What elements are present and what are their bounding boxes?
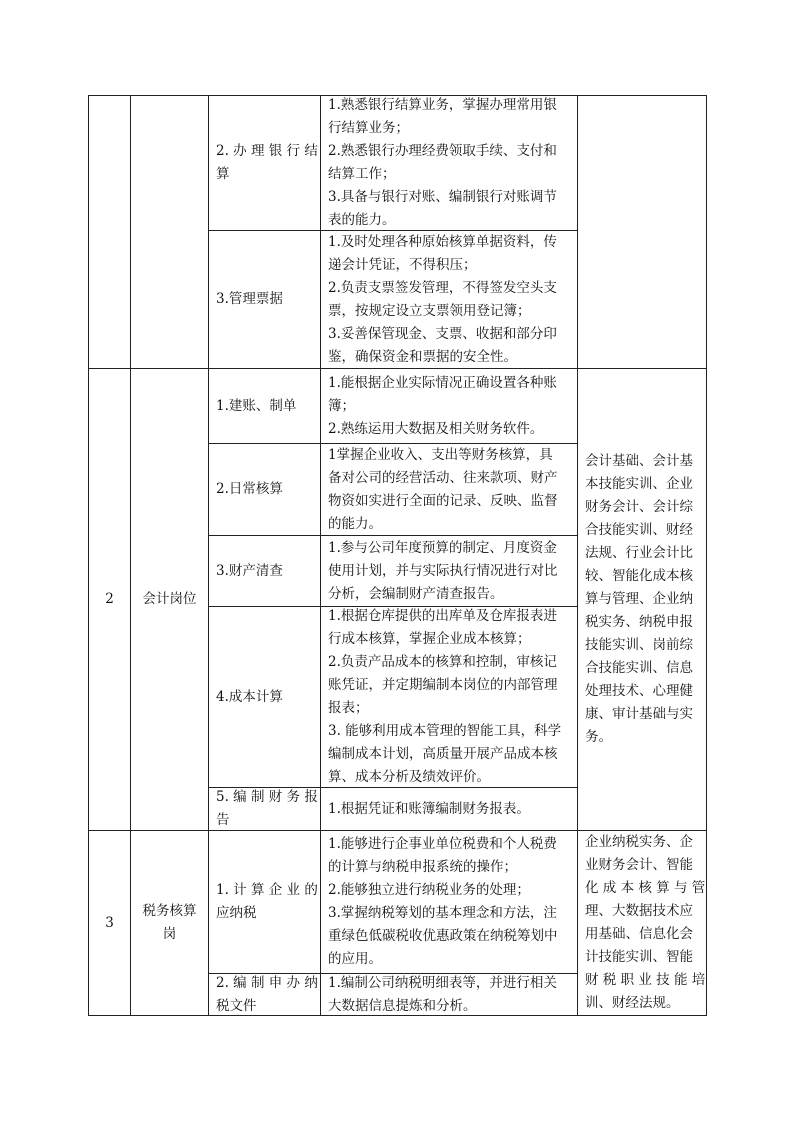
cell-text-line: 结算工作； [328,166,396,182]
cell-text-line: 鉴，确保资金和票据的安全性。 [328,348,517,365]
cell-text-line: 3.妥善保管现金、支票、收据和部分印 [328,325,557,342]
cell-text-line: 3.财产清查 [216,562,283,579]
task-cell [208,230,321,369]
requirements-cell [320,95,578,231]
post-cell [130,368,209,831]
cell-text-line: 务。 [585,729,612,745]
cell-text-line: 物资如实进行全面的记录、反映、监督 [328,492,558,509]
cell-text-line: 应纳税 [216,905,257,921]
cell-text-line: 1.能够进行企事业单位税费和个人税费 [328,836,557,852]
cell-text-line: 告 [216,812,230,828]
cell-text-line: 1.编制公司纳税明细表等，并进行相关 [328,974,557,991]
cell-text-line: 递会计凭证，不得积压； [328,256,477,273]
cell-text-line: 表的能力。 [328,212,396,228]
row-number-cell [88,368,131,831]
cell-text-line: 1掌握企业收入、支出等财务核算，具 [328,446,553,463]
cell-text-line: 训、财经法规。 [585,995,680,1011]
cell-text-line: 理、大数据技术应 [585,903,693,919]
cell-text-line: 财 税 职 业 技 能 培 [585,972,706,988]
post-cell [130,830,209,1016]
cell-text-line: 1.参与公司年度预算的制定、月度资金 [328,539,557,556]
requirements-cell [320,787,578,831]
task-cell [208,95,321,231]
courses-cell [577,830,707,1016]
cell-text-line: 簿； [328,397,355,414]
cell-text-line: 2.熟悉银行办理经费领取手续、支付和 [328,143,557,159]
cell-text-line: 康、审计基础与实 [585,706,693,722]
cell-text-line: 岗 [162,926,177,942]
cell-text-line: 处理技术、心理健 [585,683,693,699]
cell-text-line: 1.根据仓库提供的出库单及仓库报表进 [328,608,557,624]
cell-text-line: 1.根据凭证和账簿编制财务报表。 [328,800,530,817]
cell-text-line: 税实务、纳税申报 [585,614,693,630]
cell-text-line: 1. 计 算 企 业 的 [216,882,318,898]
cell-text-line: 1.建账、制单 [216,397,297,414]
cell-text-line: 合技能实训、信息 [585,660,693,676]
cell-text-line: 账凭证，并定期编制本岗位的内部管理 [328,677,558,693]
cell-text-line: 算、成本分析及绩效评价。 [328,769,490,785]
cell-text-line: 法规、行业会计比 [585,545,693,561]
task-cell [208,606,321,788]
cell-text-line: 3.掌握纳税筹划的基本理念和方法，注 [328,905,557,921]
cell-text-line: 业财务会计、智能 [585,857,693,873]
cell-text-line: 税文件 [216,997,257,1014]
requirements-cell [320,606,578,788]
cell-text-line: 2 [105,591,114,607]
cell-text-line: 用基础、信息化会 [585,926,693,942]
cell-text-line: 财务会计、会计综 [585,499,693,515]
cell-text-line: 的应用。 [328,951,382,967]
cell-text-line: 的计算与纳税申报系统的操作； [328,859,517,875]
courses-cell [577,368,707,831]
task-cell [208,443,321,536]
cell-text-line: 会计岗位 [142,591,197,607]
row-number-cell [88,95,131,369]
cell-text-line: 3 [105,914,114,931]
cell-text-line: 企业纳税实务、企 [585,834,693,850]
task-cell [208,787,321,831]
cell-text-line: 使用计划，并与实际执行情况进行对比 [328,562,558,579]
cell-text-line: 本技能实训、企业 [585,476,693,492]
cell-text-line: 2.日常核算 [216,481,283,497]
cell-text-line: 票，按规定设立支票领用登记簿； [328,302,531,319]
cell-text-line: 行结算业务； [328,120,409,136]
cell-text-line: 5. 编 制 财 务 报 [216,789,318,805]
task-cell [208,535,321,607]
cell-text-line: 2.负责产品成本的核算和控制，审核记 [328,654,557,670]
row-number-cell [88,830,131,1016]
task-cell [208,973,321,1016]
cell-text-line: 2. 办 理 银 行 结 [216,143,318,159]
cell-text-line: 2. 编 制 申 办 纳 [216,974,318,991]
cell-text-line: 1.熟悉银行结算业务，掌握办理常用银 [328,97,557,113]
cell-text-line: 税务核算 [142,903,197,919]
cell-text-line: 4.成本计算 [216,688,283,705]
requirements-cell [320,230,578,369]
cell-text-line: 2.能够独立进行纳税业务的处理； [328,882,530,898]
cell-text-line: 行成本核算，掌握企业成本核算； [328,631,531,647]
post-cell [130,95,209,369]
cell-text-line: 报表； [328,700,369,716]
cell-text-line: 分析，会编制财产清查报告。 [328,585,504,602]
cell-text-line: 编制成本计划，高质量开展产品成本核 [328,746,558,762]
cell-text-line: 大数据信息提炼和分析。 [328,997,477,1014]
cell-text-line: 备对公司的经营活动、往来款项、财产 [328,469,558,486]
requirements-cell [320,443,578,536]
requirements-cell [320,535,578,607]
cell-text-line: 3.管理票据 [216,291,283,307]
cell-text-line: 化 成 本 核 算 与 管 [585,880,706,896]
cell-text-line: 算与管理、企业纳 [585,591,693,607]
cell-text-line: 较、智能化成本核 [585,568,693,584]
cell-text-line: 计技能实训、智能 [585,949,693,965]
cell-text-line: 2.熟练运用大数据及相关财务软件。 [328,420,544,437]
cell-text-line: 算 [216,166,230,182]
requirements-cell [320,368,578,444]
cell-text-line: 重绿色低碳税收优惠政策在纳税筹划中 [328,928,558,944]
cell-text-line: 合技能实训、财经 [585,522,693,538]
task-cell [208,830,321,974]
requirements-cell [320,830,578,974]
task-cell [208,368,321,444]
cell-text-line: 3. 能够利用成本管理的智能工具，科学 [328,723,562,739]
requirements-cell [320,973,578,1016]
cell-text-line: 技能实训、岗前综 [585,637,693,653]
cell-text-line: 1.能根据企业实际情况正确设置各种账 [328,374,557,391]
courses-cell [577,95,707,369]
cell-text-line: 会计基础、会计基 [585,453,693,469]
cell-text-line: 3.具备与银行对账、编制银行对账调节 [328,189,557,205]
cell-text-line: 2.负责支票签发管理，不得签发空头支 [328,279,557,296]
cell-text-line: 1.及时处理各种原始核算单据资料，传 [328,233,557,250]
cell-text-line: 的能力。 [328,515,382,532]
